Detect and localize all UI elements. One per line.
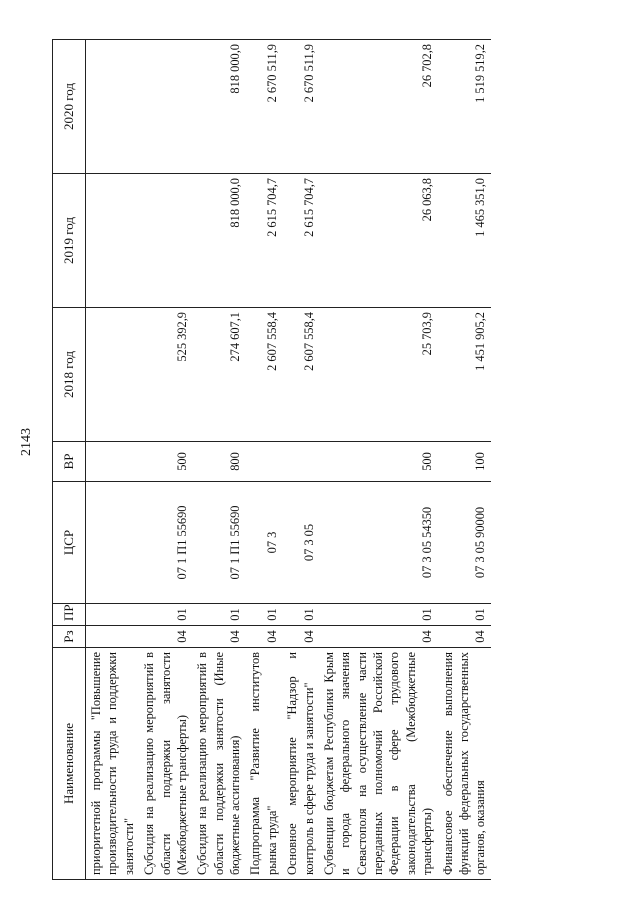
page-number: 2143 [19,428,34,456]
cell-name: Подпрограмма "Развитие институтов рынка труда" [245,648,282,880]
cell-pr: 01 [192,604,245,626]
cell-name: Субсидия на реализацию мероприятий в области поддержки занятости (Иные бюджетные ассигнования) [192,648,245,880]
cell-name: приоритетной программы "Повышение производительности труда и поддержки занятости" [86,648,140,880]
cell-pr: 01 [319,604,438,626]
table-row [245,40,282,880]
cell-2019 [86,174,140,308]
cell-2018: 25 703,9 [319,308,438,442]
table-row [192,40,245,880]
header-csr: ЦСР [53,482,86,604]
cell-2018: 2 607 558,4 [282,308,319,442]
cell-csr [86,482,140,604]
table-header-row [53,40,86,880]
cell-2019: 1 465 351,0 [438,174,491,308]
cell-rz: 04 [192,626,245,648]
cell-rz: 04 [282,626,319,648]
cell-2019: 2 615 704,7 [245,174,282,308]
cell-pr [86,604,140,626]
table-row [86,40,140,880]
cell-2020: 818 000,0 [192,40,245,174]
header-rz: Рз [53,626,86,648]
cell-2019: 26 063,8 [319,174,438,308]
cell-2019: 818 000,0 [192,174,245,308]
budget-table-sheet [52,40,612,880]
cell-2018: 1 451 905,2 [438,308,491,442]
cell-2019 [139,174,192,308]
cell-rz: 04 [438,626,491,648]
table-row [438,40,491,880]
cell-rz: 04 [139,626,192,648]
cell-2019: 2 615 704,7 [282,174,319,308]
cell-vr [282,442,319,482]
cell-csr: 07 3 05 [282,482,319,604]
cell-2020 [86,40,140,174]
cell-2018: 274 607,1 [192,308,245,442]
table-row [282,40,319,880]
cell-2018: 525 392,9 [139,308,192,442]
cell-2020: 1 519 519,2 [438,40,491,174]
header-pr: ПР [53,604,86,626]
cell-2020: 26 702,8 [319,40,438,174]
cell-2020 [139,40,192,174]
header-name: Наименование [53,648,86,880]
cell-pr: 01 [438,604,491,626]
cell-csr: 07 1 П1 55690 [139,482,192,604]
cell-csr: 07 3 [245,482,282,604]
header-2020: 2020 год [53,40,86,174]
cell-pr: 01 [245,604,282,626]
cell-vr: 800 [192,442,245,482]
cell-name: Субсидия на реализацию мероприятий в области поддержки занятости (Межбюджетные трансферты) [139,648,192,880]
cell-vr [86,442,140,482]
cell-2020: 2 670 511,9 [282,40,319,174]
cell-rz: 04 [319,626,438,648]
cell-2020: 2 670 511,9 [245,40,282,174]
cell-csr: 07 1 П1 55690 [192,482,245,604]
cell-pr: 01 [139,604,192,626]
cell-vr: 500 [319,442,438,482]
cell-2018: 2 607 558,4 [245,308,282,442]
cell-name: Финансовое обеспечение выполнения функций федеральных государственных органов, оказания [438,648,491,880]
cell-csr: 07 3 05 54350 [319,482,438,604]
cell-vr: 100 [438,442,491,482]
cell-name: Субвенции бюджетам Республики Крым и города федерального значения Севастополя на осуществление части переданных полномочий Российской Федерации в сфере трудового законодательства (Межбюджетные трансферты) [319,648,438,880]
cell-pr: 01 [282,604,319,626]
cell-rz [86,626,140,648]
cell-csr: 07 3 05 90000 [438,482,491,604]
cell-vr: 500 [139,442,192,482]
header-2019: 2019 год [53,174,86,308]
budget-table [52,39,491,880]
cell-name: Основное мероприятие "Надзор и контроль в сфере труда и занятости" [282,648,319,880]
header-vr: ВР [53,442,86,482]
header-2018: 2018 год [53,308,86,442]
cell-2018 [86,308,140,442]
table-row [139,40,192,880]
cell-rz: 04 [245,626,282,648]
cell-vr [245,442,282,482]
table-row [319,40,438,880]
